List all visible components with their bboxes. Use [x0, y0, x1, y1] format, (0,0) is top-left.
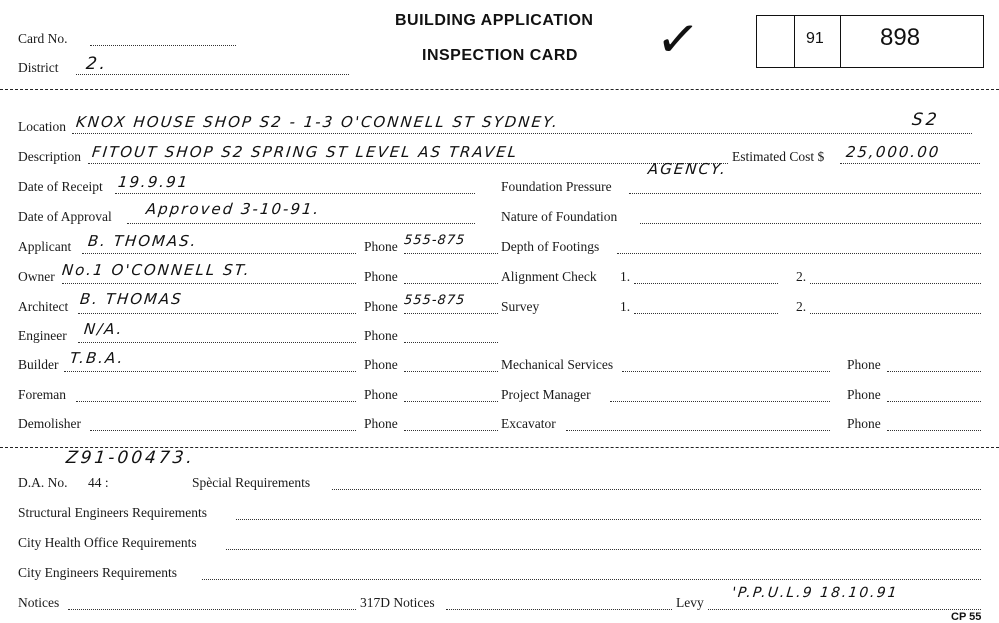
architect-phone-value: 555-875	[403, 293, 467, 308]
builder-value: T.B.A.	[69, 349, 126, 367]
alignment-item-2-label: 2.	[796, 269, 807, 284]
description-label: Description	[18, 149, 81, 164]
notices-317d-field[interactable]	[446, 609, 672, 610]
district-value: 2.	[84, 54, 110, 74]
special-requirements-label: Spècial Requirements	[192, 475, 311, 490]
depth-footings-label: Depth of Footings	[501, 239, 600, 254]
mechanical-services-label: Mechanical Services	[501, 357, 614, 372]
excavator-phone-label: Phone	[847, 416, 881, 431]
date-receipt-value: 19.9.91	[117, 173, 191, 191]
alignment-check-field-2[interactable]	[810, 283, 981, 284]
card-no-label: Card No.	[18, 31, 68, 46]
levy-field[interactable]	[708, 609, 981, 610]
notices-field[interactable]	[68, 609, 356, 610]
estimated-cost-label: Estimated Cost $	[732, 149, 825, 164]
city-engineers-requirements-field[interactable]	[202, 579, 981, 580]
location-label: Location	[18, 119, 66, 134]
district-field[interactable]	[76, 74, 349, 75]
architect-value: B. THOMAS	[79, 290, 184, 308]
excavator-field[interactable]	[566, 430, 830, 431]
notices-label: Notices	[18, 595, 60, 610]
district-label: District	[18, 60, 59, 75]
survey-item-2-label: 2.	[796, 299, 807, 314]
number-prefix: 91	[806, 30, 824, 47]
levy-value: 'P.P.U.L.9 18.10.91	[731, 585, 900, 601]
applicant-phone-label: Phone	[364, 239, 398, 254]
engineer-label: Engineer	[18, 328, 67, 343]
demolisher-field[interactable]	[90, 430, 356, 431]
card-title-line1: BUILDING APPLICATION	[395, 12, 594, 29]
applicant-field[interactable]	[82, 253, 356, 254]
number-main: 898	[880, 24, 921, 51]
check-mark-icon: ✓	[652, 7, 703, 73]
estimated-cost-value: 25,000.00	[845, 143, 942, 161]
alignment-check-label: Alignment Check	[501, 269, 597, 284]
project-manager-label: Project Manager	[501, 387, 591, 402]
builder-phone-label: Phone	[364, 357, 398, 372]
alignment-check-field-1[interactable]	[634, 283, 778, 284]
health-requirements-label: City Health Office Requirements	[18, 535, 197, 550]
builder-label: Builder	[18, 357, 59, 372]
owner-phone-label: Phone	[364, 269, 398, 284]
project-manager-phone-label: Phone	[847, 387, 881, 402]
applicant-phone-field[interactable]	[404, 253, 498, 254]
mechanical-phone-label: Phone	[847, 357, 881, 372]
survey-label: Survey	[501, 299, 540, 314]
da-handwritten-number: Z91-00473.	[64, 448, 196, 468]
engineer-phone-field[interactable]	[404, 342, 498, 343]
survey-field-1[interactable]	[634, 313, 778, 314]
engineer-phone-label: Phone	[364, 328, 398, 343]
levy-label: Levy	[676, 595, 704, 610]
owner-phone-field[interactable]	[404, 283, 498, 284]
architect-phone-field[interactable]	[404, 313, 498, 314]
architect-phone-label: Phone	[364, 299, 398, 314]
number-box-divider-1	[794, 15, 795, 67]
applicant-phone-value: 555-875	[403, 233, 467, 248]
date-approval-label: Date of Approval	[18, 209, 112, 224]
number-box-divider-2	[840, 15, 841, 67]
structural-requirements-label: Structural Engineers Requirements	[18, 505, 207, 520]
builder-field[interactable]	[64, 371, 356, 372]
project-manager-field[interactable]	[610, 401, 830, 402]
demolisher-label: Demolisher	[18, 416, 81, 431]
project-manager-phone-field[interactable]	[887, 401, 981, 402]
demolisher-phone-field[interactable]	[404, 430, 498, 431]
survey-field-2[interactable]	[810, 313, 981, 314]
city-engineers-requirements-label: City Engineers Requirements	[18, 565, 177, 580]
description-value-continued: AGENCY.	[647, 160, 729, 178]
nature-foundation-label: Nature of Foundation	[501, 209, 618, 224]
date-receipt-label: Date of Receipt	[18, 179, 103, 194]
engineer-field[interactable]	[78, 342, 356, 343]
da-no-label: D.A. No.	[18, 475, 68, 490]
engineer-value: N/A.	[83, 320, 125, 338]
builder-phone-field[interactable]	[404, 371, 498, 372]
owner-field[interactable]	[62, 283, 356, 284]
health-requirements-field[interactable]	[226, 549, 981, 550]
owner-value: No.1 O'CONNELL ST.	[61, 261, 252, 279]
description-field[interactable]	[88, 163, 728, 164]
foreman-phone-field[interactable]	[404, 401, 498, 402]
mechanical-services-field[interactable]	[622, 371, 830, 372]
date-receipt-field[interactable]	[115, 193, 475, 194]
card-no-field[interactable]	[90, 45, 236, 46]
form-code: CP 55	[951, 611, 982, 623]
demolisher-phone-label: Phone	[364, 416, 398, 431]
divider-top	[0, 89, 999, 90]
foreman-field[interactable]	[76, 401, 356, 402]
card-title-line2: INSPECTION CARD	[422, 47, 578, 64]
notices-317d-label: 317D Notices	[360, 595, 435, 610]
da-no-value: 44 :	[88, 475, 109, 490]
applicant-value: B. THOMAS.	[87, 232, 199, 250]
card-number-box	[756, 15, 984, 68]
location-field[interactable]	[72, 133, 972, 134]
nature-foundation-field[interactable]	[640, 223, 981, 224]
structural-requirements-field[interactable]	[236, 519, 981, 520]
applicant-label: Applicant	[18, 239, 72, 254]
description-value: FITOUT SHOP S2 SPRING ST LEVEL AS TRAVEL	[91, 143, 520, 161]
foreman-phone-label: Phone	[364, 387, 398, 402]
date-approval-field[interactable]	[127, 223, 475, 224]
date-approval-value: Approved 3-10-91.	[145, 200, 322, 218]
architect-label: Architect	[18, 299, 69, 314]
depth-footings-field[interactable]	[617, 253, 981, 254]
estimated-cost-field[interactable]	[840, 163, 980, 164]
location-code: S2	[910, 110, 941, 130]
alignment-item-1-label: 1.	[620, 269, 631, 284]
survey-item-1-label: 1.	[620, 299, 631, 314]
location-value: KNOX HOUSE SHOP S2 - 1-3 O'CONNELL ST SYDNEY.	[75, 113, 560, 131]
special-requirements-field[interactable]	[332, 489, 981, 490]
foundation-pressure-field[interactable]	[629, 193, 981, 194]
excavator-label: Excavator	[501, 416, 556, 431]
owner-label: Owner	[18, 269, 55, 284]
architect-field[interactable]	[78, 313, 356, 314]
foundation-pressure-label: Foundation Pressure	[501, 179, 612, 194]
mechanical-phone-field[interactable]	[887, 371, 981, 372]
foreman-label: Foreman	[18, 387, 66, 402]
excavator-phone-field[interactable]	[887, 430, 981, 431]
